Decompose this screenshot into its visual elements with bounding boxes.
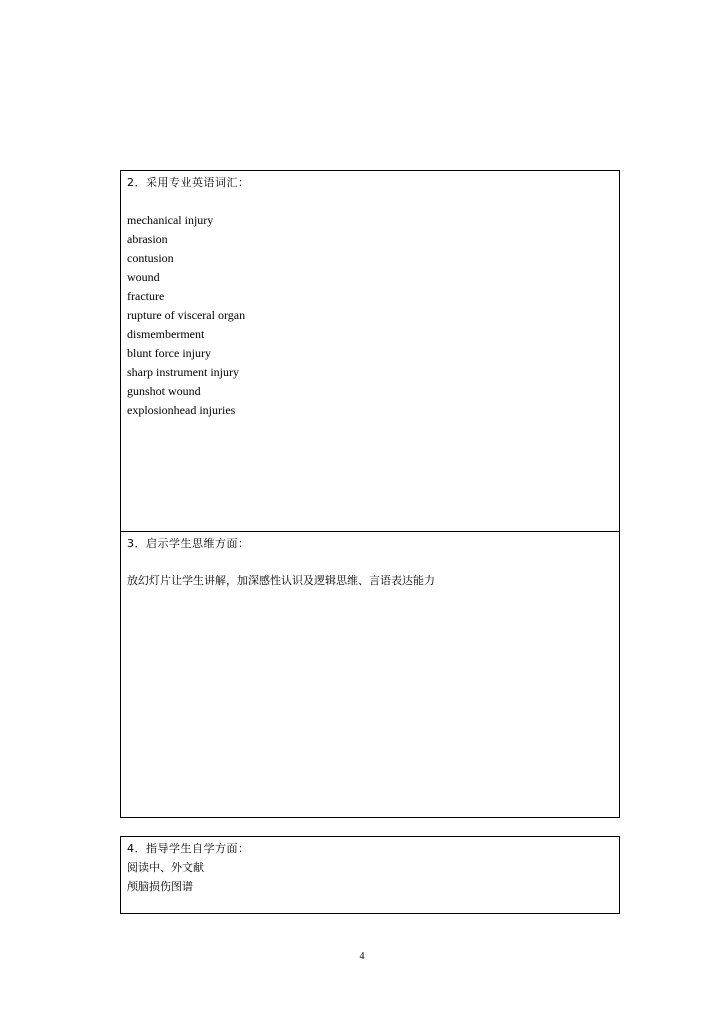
vocabulary-section: [120, 170, 620, 532]
vocabulary-term: wound: [127, 270, 160, 284]
self-study-list: [127, 858, 204, 896]
self-study-item: 阅读中、外文献: [127, 861, 204, 874]
vocabulary-term: mechanical injury: [127, 213, 214, 227]
self-study-item: 颅脑损伤图谱: [127, 880, 193, 893]
vocabulary-term: explosionhead injuries: [127, 403, 236, 417]
thinking-section: [120, 531, 620, 818]
thinking-heading: 3．启示学生思维方面：: [127, 537, 250, 550]
vocabulary-term: fracture: [127, 289, 165, 303]
vocabulary-term: abrasion: [127, 232, 168, 246]
vocabulary-term: dismemberment: [127, 327, 205, 341]
vocabulary-term: blunt force injury: [127, 346, 211, 360]
vocabulary-heading: 2．采用专业英语词汇：: [127, 176, 250, 189]
vocabulary-term: contusion: [127, 251, 174, 265]
thinking-text: 放幻灯片让学生讲解，加深感性认识及逻辑思维、言语表达能力: [127, 574, 435, 587]
vocabulary-term: gunshot wound: [127, 384, 201, 398]
vocabulary-list: [127, 211, 245, 420]
vocabulary-term: rupture of visceral organ: [127, 308, 246, 322]
page-number: 4: [359, 951, 365, 962]
self-study-section: [120, 836, 620, 914]
vocabulary-term: sharp instrument injury: [127, 365, 239, 379]
self-study-heading: 4．指导学生自学方面：: [127, 842, 250, 855]
